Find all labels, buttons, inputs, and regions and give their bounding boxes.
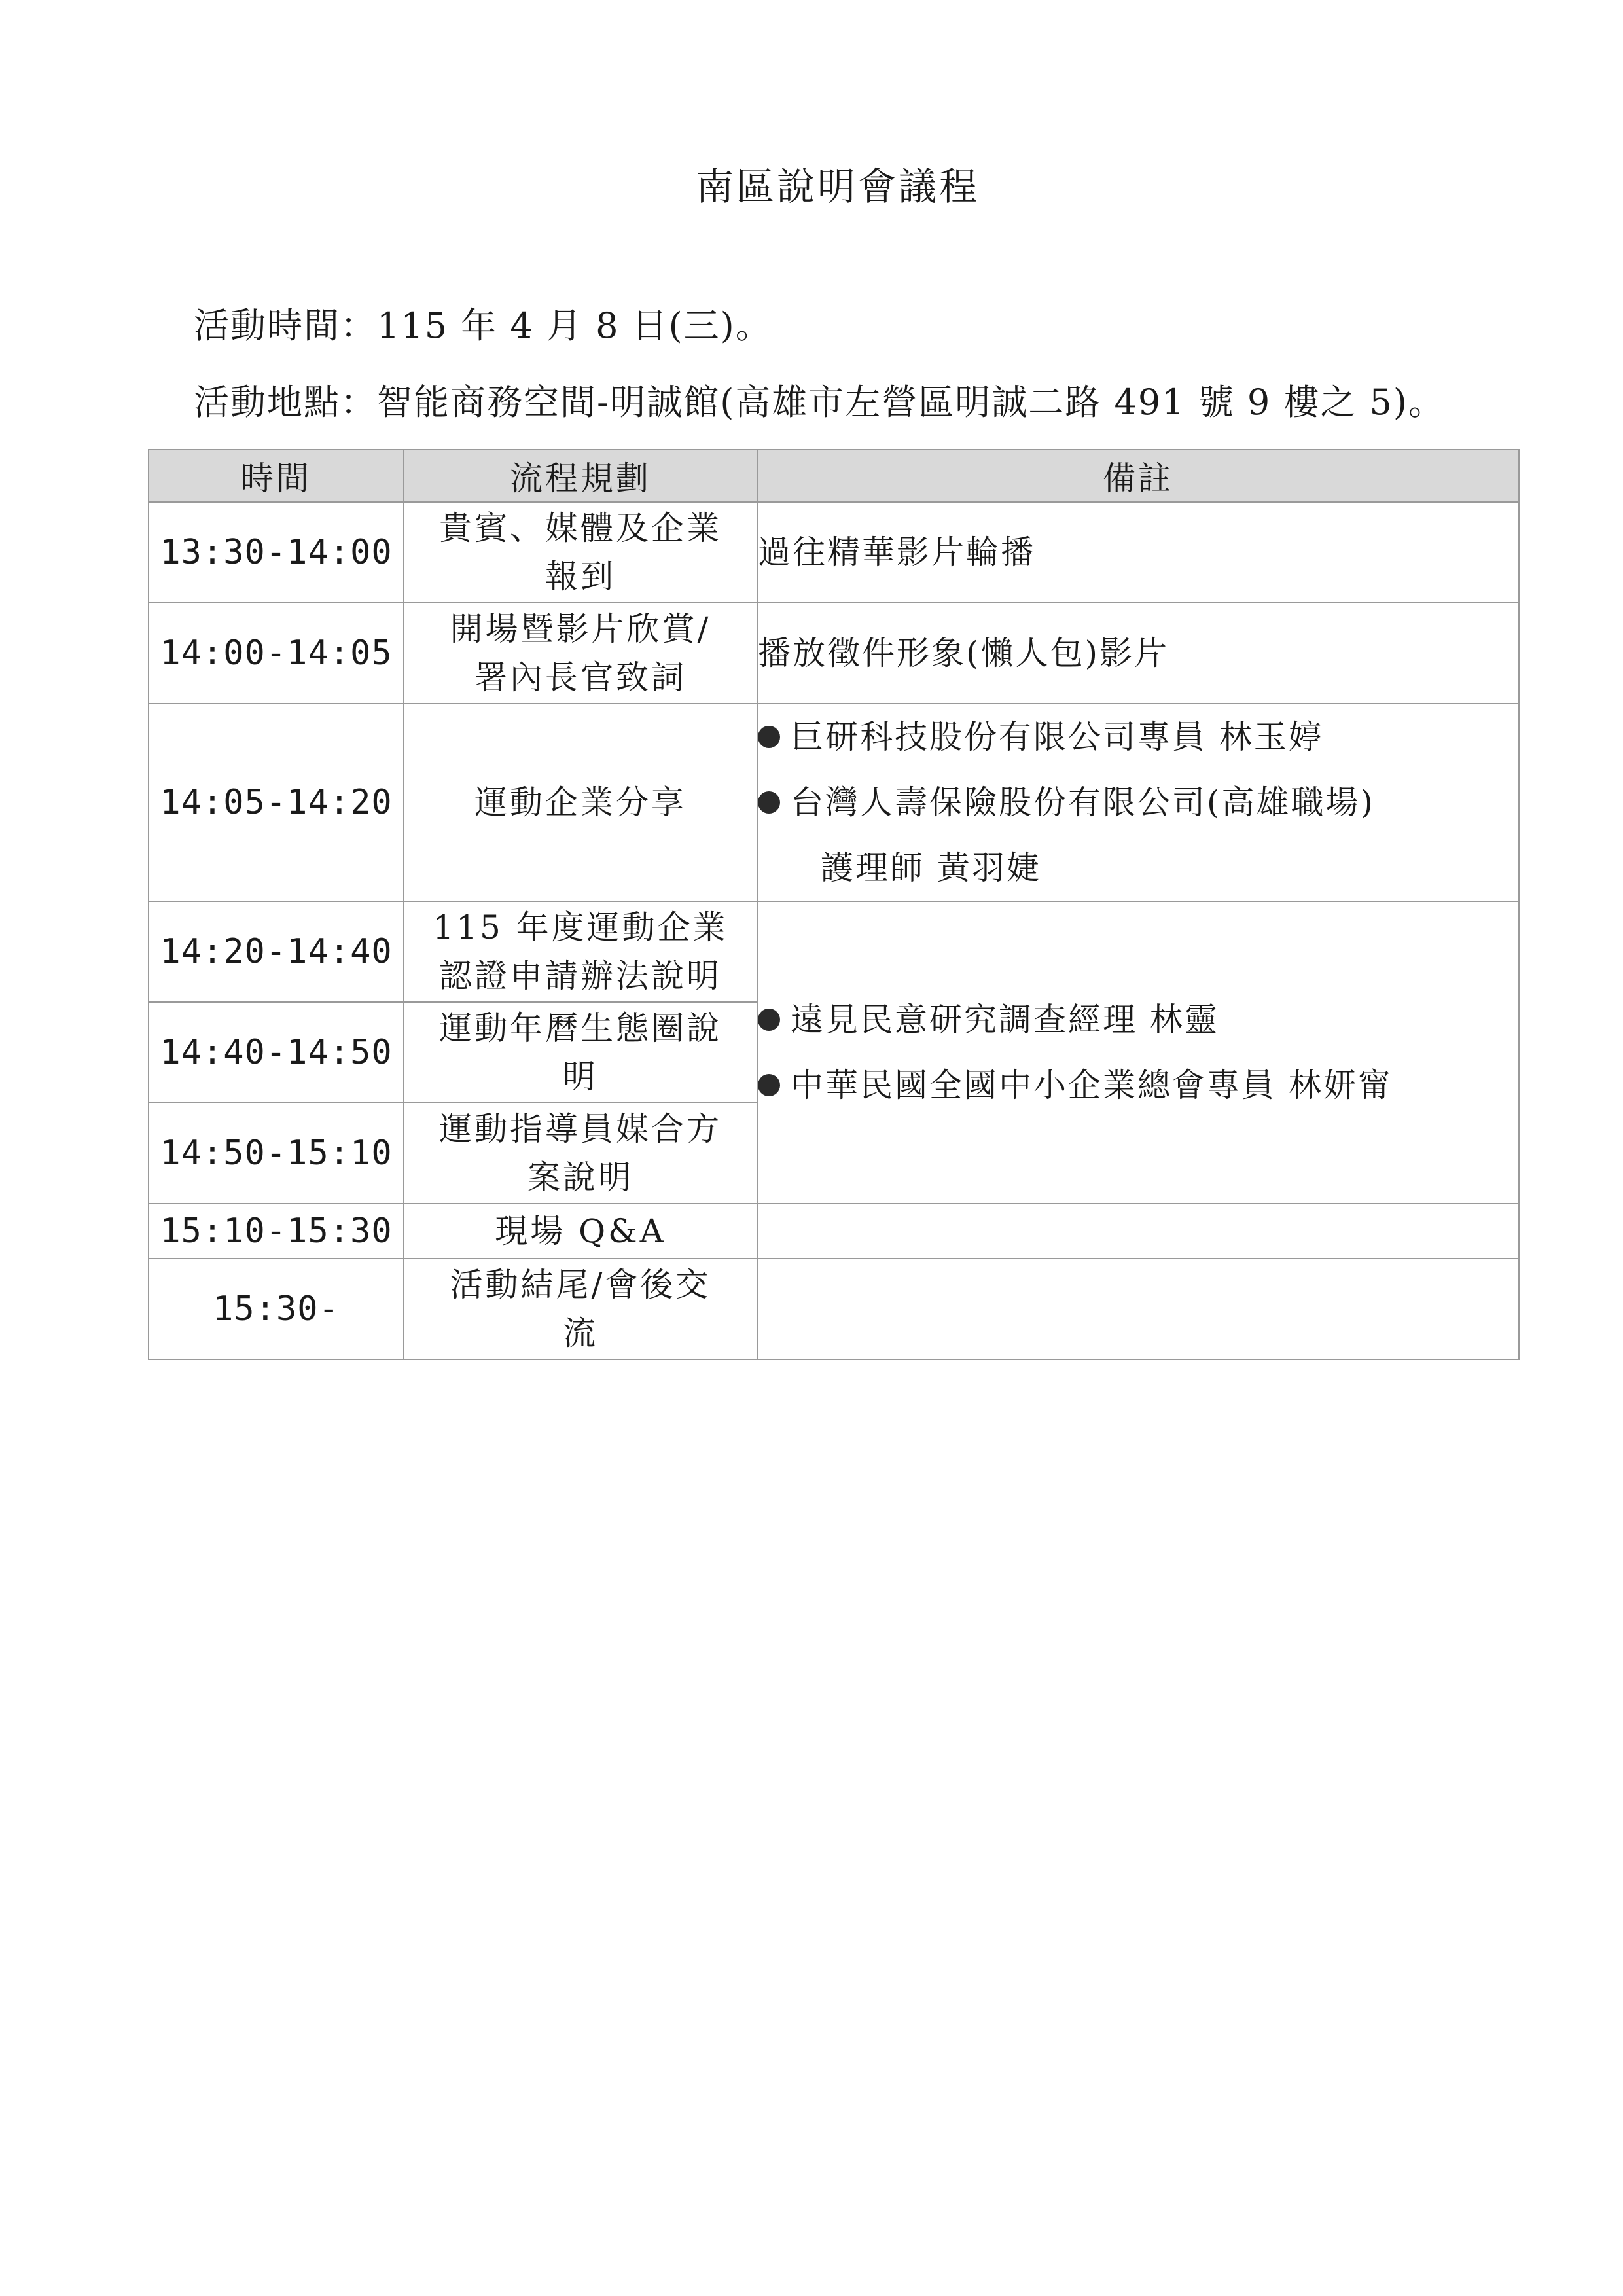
flow-line: 明 bbox=[563, 1058, 598, 1096]
time-cell: 14:05-14:20 bbox=[149, 704, 404, 901]
event-place: 活動地點：智能商務空間-明誠館(高雄市左營區明誠二路 491 號 9 樓之 5)。 bbox=[194, 382, 1445, 423]
table-row bbox=[149, 1204, 1519, 1259]
bullet-icon bbox=[758, 1009, 780, 1031]
flow-line: 運動指導員媒合方 bbox=[439, 1110, 722, 1148]
flow-line: 報到 bbox=[545, 558, 616, 596]
event-time: 活動時間：115 年 4 月 8 日(三)。 bbox=[194, 305, 772, 346]
flow-line: 現場 Q&A bbox=[495, 1212, 666, 1250]
time-cell: 15:10-15:30 bbox=[149, 1204, 404, 1259]
note-text: 播放徵件形象(懶人包)影片 bbox=[758, 634, 1169, 672]
note-bullet-item bbox=[758, 704, 1518, 770]
note-cell bbox=[757, 1204, 1519, 1259]
page-title: 南區說明會議程 bbox=[695, 164, 980, 209]
bullet-icon bbox=[758, 1074, 780, 1096]
note-bullet-item bbox=[758, 987, 1518, 1052]
flow-cell bbox=[404, 1259, 757, 1359]
table-header-row bbox=[149, 450, 1519, 502]
table-row bbox=[149, 603, 1519, 704]
note-cell bbox=[757, 502, 1519, 603]
flow-line: 開場暨影片欣賞/ bbox=[450, 610, 711, 648]
agenda-table bbox=[148, 449, 1520, 1360]
header-time: 時間 bbox=[149, 450, 404, 502]
note-cell bbox=[757, 603, 1519, 704]
flow-line: 運動企業分享 bbox=[474, 783, 687, 821]
header-flow: 流程規劃 bbox=[404, 450, 757, 502]
flow-line: 貴賓、媒體及企業 bbox=[439, 509, 722, 547]
table-row bbox=[149, 901, 1519, 1002]
note-cell bbox=[757, 1259, 1519, 1359]
note-bullet-text: 遠見民意研究調查經理 林靈 bbox=[791, 1001, 1219, 1039]
table-row bbox=[149, 502, 1519, 603]
flow-line: 案說明 bbox=[527, 1158, 633, 1196]
header-note: 備註 bbox=[757, 450, 1519, 502]
flow-cell bbox=[404, 1103, 757, 1204]
table-row bbox=[149, 1259, 1519, 1359]
time-cell: 13:30-14:00 bbox=[149, 502, 404, 603]
flow-line: 活動結尾/會後交 bbox=[450, 1266, 711, 1304]
note-text: 過往精華影片輪播 bbox=[758, 533, 1035, 571]
table-row bbox=[149, 704, 1519, 901]
time-cell: 14:50-15:10 bbox=[149, 1103, 404, 1204]
time-cell: 14:00-14:05 bbox=[149, 603, 404, 704]
note-bullet-item bbox=[758, 770, 1518, 835]
note-bullet-text: 巨研科技股份有限公司專員 林玉婷 bbox=[791, 718, 1323, 756]
flow-cell bbox=[404, 1204, 757, 1259]
time-cell: 15:30- bbox=[149, 1259, 404, 1359]
flow-line: 認證申請辦法說明 bbox=[439, 957, 722, 995]
merged-note-cell bbox=[757, 901, 1519, 1204]
flow-line: 運動年曆生態圈說 bbox=[439, 1009, 722, 1047]
flow-cell bbox=[404, 603, 757, 704]
flow-line: 署內長官致詞 bbox=[474, 658, 687, 696]
flow-line: 115 年度運動企業 bbox=[433, 908, 728, 946]
flow-cell bbox=[404, 704, 757, 901]
bullet-icon bbox=[758, 726, 780, 748]
flow-cell bbox=[404, 502, 757, 603]
time-cell: 14:20-14:40 bbox=[149, 901, 404, 1002]
note-bullet-item bbox=[758, 1052, 1518, 1118]
time-cell: 14:40-14:50 bbox=[149, 1002, 404, 1103]
note-bullet-text: 中華民國全國中小企業總會專員 林妍甯 bbox=[791, 1066, 1393, 1104]
flow-cell bbox=[404, 901, 757, 1002]
note-cell bbox=[757, 704, 1519, 901]
bullet-icon bbox=[758, 791, 780, 814]
flow-line: 流 bbox=[563, 1314, 598, 1352]
flow-cell bbox=[404, 1002, 757, 1103]
note-bullet-text: 台灣人壽保險股份有限公司(高雄職場) bbox=[791, 783, 1376, 821]
note-continuation: 護理師 黃羽婕 bbox=[821, 849, 1041, 887]
